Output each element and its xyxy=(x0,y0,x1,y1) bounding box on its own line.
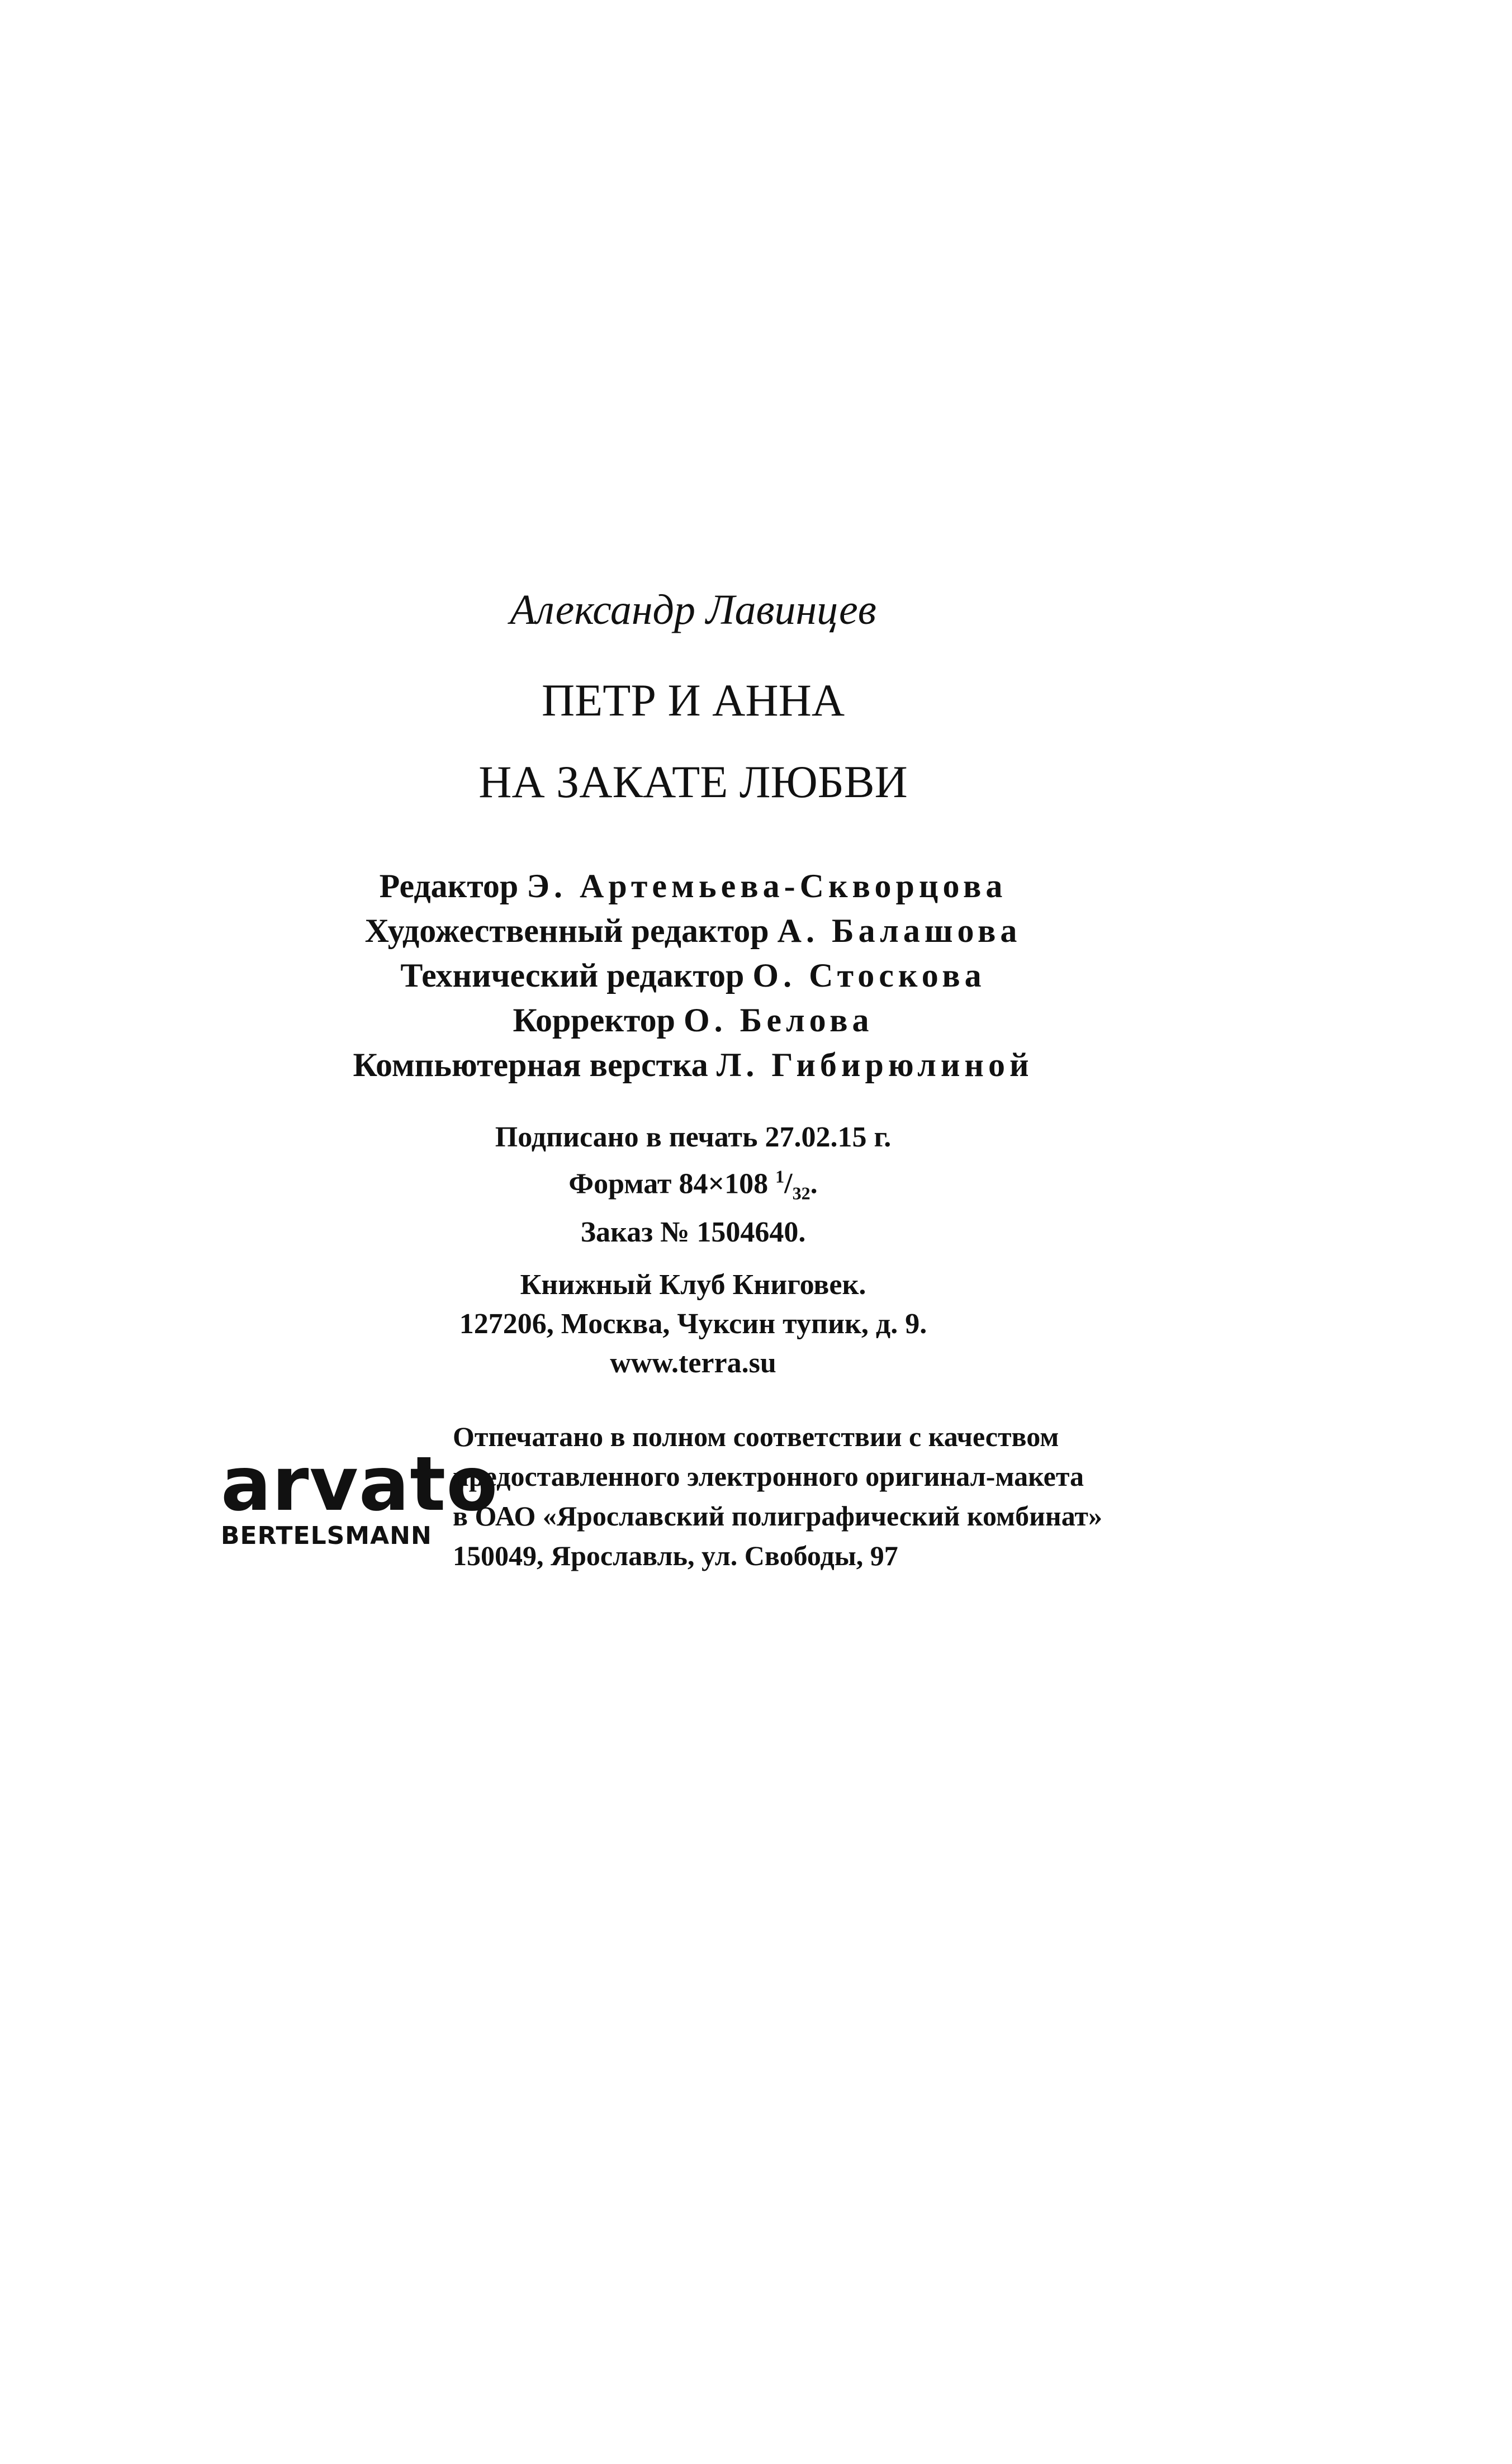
credit-art-editor xyxy=(0,908,1386,953)
publisher-name: Книжный Клуб Книговек. xyxy=(520,1269,866,1301)
credit-role: Технический редактор xyxy=(400,957,745,994)
credit-tech-editor xyxy=(0,953,1386,998)
author-name: Александр Лавинцев xyxy=(510,586,876,633)
credit-person: О. Стоскова xyxy=(752,957,986,994)
credits-block xyxy=(0,864,1386,1087)
publisher-website: www.terra.su xyxy=(610,1347,776,1379)
printer-line-3: в ОАО «Ярославский полиграфический комбинат» xyxy=(453,1500,1102,1532)
credit-role: Корректор xyxy=(513,1002,675,1039)
credit-person: О. Белова xyxy=(683,1002,874,1039)
logo-wordmark: arvato xyxy=(221,1441,499,1528)
credit-person: А. Балашова xyxy=(777,912,1022,949)
credit-layout xyxy=(0,1043,1386,1087)
arvato-logo xyxy=(221,1441,499,1550)
signed-date: Подписано в печать 27.02.15 г. xyxy=(495,1121,892,1153)
format-line xyxy=(0,1157,1386,1213)
format-prefix: Формат 84×108 xyxy=(568,1168,769,1200)
format-denominator: 32 xyxy=(792,1183,810,1203)
printer-line-1: Отпечатано в полном соответствии с качеством xyxy=(453,1421,1059,1452)
credit-role: Редактор xyxy=(379,868,519,904)
publisher-block xyxy=(0,1266,1386,1383)
order-number: Заказ № 1504640. xyxy=(580,1216,806,1248)
format-fraction: $^1/_{32}$ xyxy=(775,1167,810,1203)
format-suffix: . xyxy=(810,1168,818,1200)
credit-role: Художественный редактор xyxy=(364,912,769,949)
format-numerator: 1 xyxy=(775,1167,785,1187)
printer-info-block xyxy=(453,1417,1102,1576)
credit-proofreader xyxy=(0,998,1386,1043)
printer-line-4: 150049, Ярославль, ул. Свободы, 97 xyxy=(453,1540,898,1571)
credit-person: Л. Гибирюлиной xyxy=(716,1046,1034,1083)
credit-editor xyxy=(0,864,1386,908)
book-title-line-1: ПЕТР И АННА xyxy=(541,675,845,726)
publisher-address: 127206, Москва, Чуксин тупик, д. 9. xyxy=(459,1308,927,1340)
credit-role: Компьютерная верстка xyxy=(353,1046,708,1083)
credit-person: Э. Артемьева-Скворцова xyxy=(527,868,1007,904)
print-info-block xyxy=(0,1118,1386,1252)
book-title-line-2: НА ЗАКАТЕ ЛЮБВИ xyxy=(478,756,908,807)
logo-subtitle: BERTELSMANN xyxy=(221,1522,432,1550)
printer-line-2: предоставленного электронного оригинал-макета xyxy=(453,1461,1084,1492)
